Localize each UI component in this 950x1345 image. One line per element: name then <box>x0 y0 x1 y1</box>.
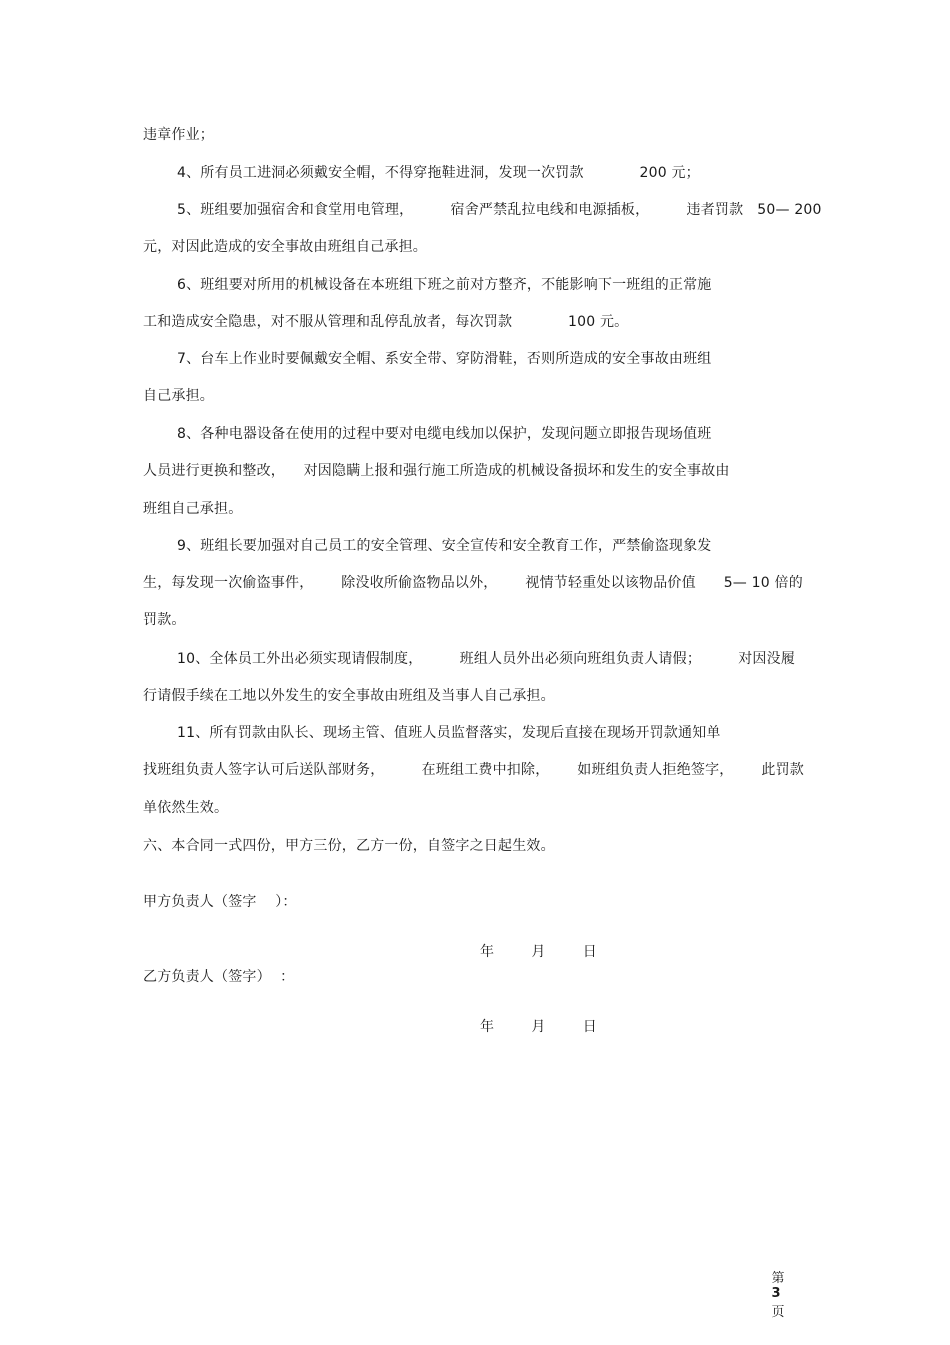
text-line: 5、班组要加强宿舍和食堂用电管理， 宿舍严禁乱拉电线和电源插板， 违者罚款 50— 200 <box>177 202 822 218</box>
text-line: 六、本合同一式四份，甲方三份，乙方一份，自签字之日起生效。 <box>143 838 555 854</box>
party-b-date: 年 月 日 <box>480 1019 598 1035</box>
text-line: 工和造成安全隐患，对不服从管理和乱停乱放者，每次罚款 100 元。 <box>143 314 629 330</box>
footer-suffix: 页 <box>771 1305 785 1320</box>
text-line: 8、各种电器设备在使用的过程中要对电缆电线加以保护，发现问题立即报告现场值班 <box>177 426 712 442</box>
text-line: 行请假手续在工地以外发生的安全事故由班组及当事人自己承担。 <box>143 688 555 704</box>
text-line: 11、所有罚款由队长、现场主管、值班人员监督落实，发现后直接在现场开罚款通知单 <box>177 725 721 741</box>
text-line: 7、台车上作业时要佩戴安全帽、系安全带、穿防滑鞋，否则所造成的安全事故由班组 <box>177 351 712 367</box>
text-line: 生，每发现一次偷盗事件， 除没收所偷盗物品以外， 视情节轻重处以该物品价值 5— 10 倍的 <box>143 575 803 591</box>
text-line: 4、所有员工进洞必须戴安全帽，不得穿拖鞋进洞，发现一次罚款 200 元； <box>177 165 700 181</box>
page-number-footer <box>755 1252 785 1335</box>
text-line: 班组自己承担。 <box>143 501 243 517</box>
party-a-date: 年 月 日 <box>480 944 598 960</box>
text-line: 10、全体员工外出必须实现请假制度， 班组人员外出必须向班组负责人请假； 对因没履 <box>177 651 796 667</box>
text-line: 9、班组长要加强对自己员工的安全管理、安全宣传和安全教育工作，严禁偷盗现象发 <box>177 538 712 554</box>
text-line: 元，对因此造成的安全事故由班组自己承担。 <box>143 239 427 255</box>
text-line: 单依然生效。 <box>143 800 229 816</box>
text-line: 人员进行更换和整改， 对因隐瞒上报和强行施工所造成的机械设备损坏和发生的安全事故由 <box>143 463 730 479</box>
party-a-signature-label: 甲方负责人（签字 ）： <box>143 894 297 910</box>
text-line: 自己承担。 <box>143 388 214 404</box>
text-line: 违章作业； <box>143 127 214 143</box>
party-b-signature-label: 乙方负责人（签字） ： <box>143 969 295 985</box>
text-line: 6、班组要对所用的机械设备在本班组下班之前对方整齐，不能影响下一班组的正常施 <box>177 277 712 293</box>
text-line: 罚款。 <box>143 612 186 628</box>
text-line: 找班组负责人签字认可后送队部财务， 在班组工费中扣除， 如班组负责人拒绝签字， 此罚款 <box>143 762 805 778</box>
footer-prefix: 第 <box>771 1271 785 1286</box>
page-number: 3 <box>771 1286 781 1301</box>
